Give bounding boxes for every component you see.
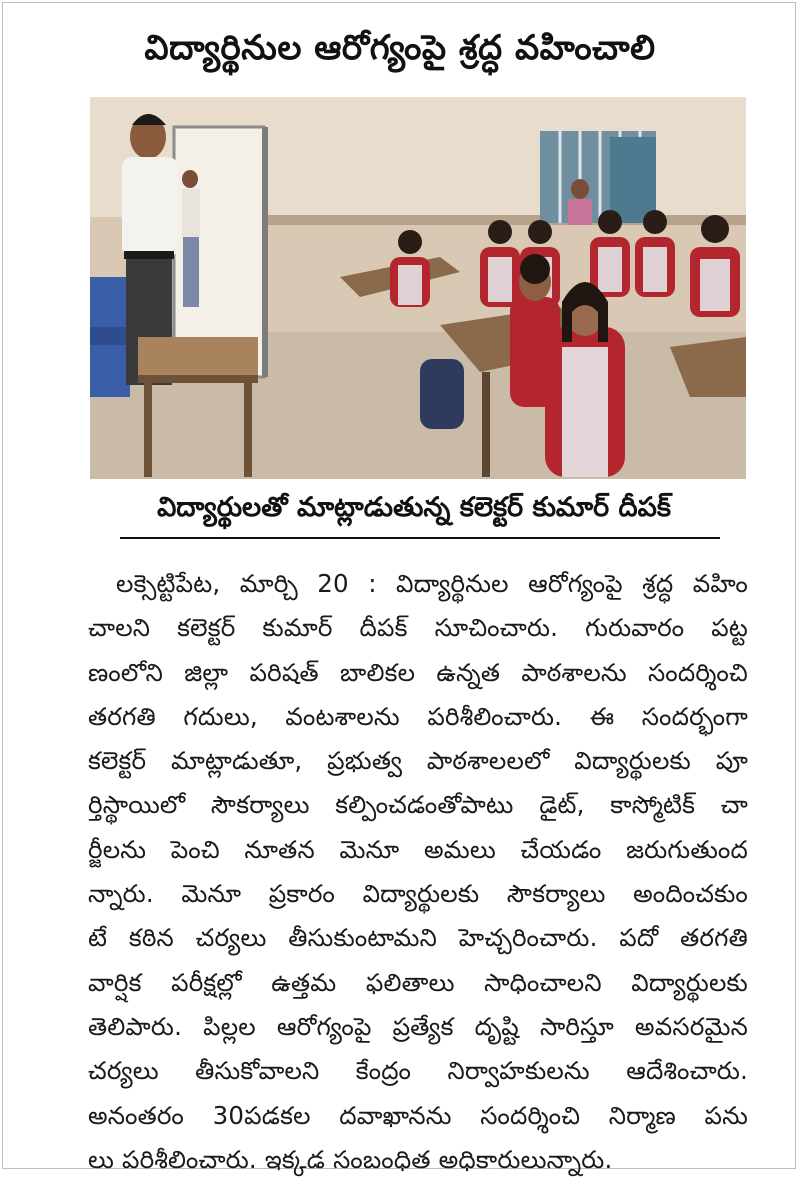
caption-underline: [120, 537, 720, 539]
body-line: తెలిపారు. పిల్లల ఆరోగ్యంపై ప్రత్యేక దృష్టి సారిస్తూ అవసరమైన: [88, 1011, 748, 1041]
body-line: ర్తిస్థాయిలో సౌకర్యాలు కల్పించడంతోపాటు డైట్, కాస్మోటిక్ చా: [88, 790, 748, 820]
body-line: టే కఠిన చర్యలు తీసుకుంటామని హెచ్చరించారు. పదో తరగతి: [88, 923, 748, 953]
body-line: లక్సెట్టిపేట, మార్చి 20 : విద్యార్థినుల ఆరోగ్యంపై శ్రద్ధ వహిం: [116, 569, 748, 598]
body-line: కలెక్టర్ మాట్లాడుతూ, ప్రభుత్వ పాఠశాలలలో విద్యార్థులకు పూ: [88, 746, 748, 776]
body-line: లు పరిశీలించారు. ఇక్కడ సంబంధిత అధికారులున్నారు.: [88, 1144, 613, 1174]
classroom-photo: [90, 97, 746, 479]
photo-caption: విద్యార్థులతో మాట్లాడుతున్న కలెక్టర్ కుమార్ దీపక్: [157, 492, 671, 523]
body-line: తరగతి గదులు, వంటశాలను పరిశీలించారు. ఈ సందర్భంగా: [88, 701, 748, 731]
body-line: చాలని కలెక్టర్ కుమార్ దీపక్ సూచించారు. గురువారం పట్ట: [88, 613, 748, 643]
body-line: న్నారు. మెనూ ప్రకారం విద్యార్థులకు సౌకర్యాలు అందించకుం: [88, 879, 748, 909]
classroom-photo-illustration: [90, 97, 746, 479]
body-line: చర్యలు తీసుకోవాలని కేంద్రం నిర్వాహకులను ఆదేశించారు.: [88, 1056, 748, 1086]
article-body: [88, 562, 748, 1182]
body-line: వార్షిక పరీక్షల్లో ఉత్తమ ఫలితాలు సాధించాలని విద్యార్థులకు: [88, 967, 748, 997]
headline: విద్యార్థినుల ఆరోగ్యంపై శ్రద్ధ వహించాలి: [144, 28, 656, 68]
body-line: ణంలోని జిల్లా పరిషత్ బాలికల ఉన్నత పాఠశాలను సందర్శించి: [88, 657, 748, 687]
body-line: అనంతరం 30పడకల దవాఖానను సందర్శించి నిర్మాణ పను: [88, 1100, 748, 1130]
body-line: ర్జీలను పెంచి నూతన మెనూ అమలు చేయడం జరుగుతుంద: [88, 834, 748, 864]
